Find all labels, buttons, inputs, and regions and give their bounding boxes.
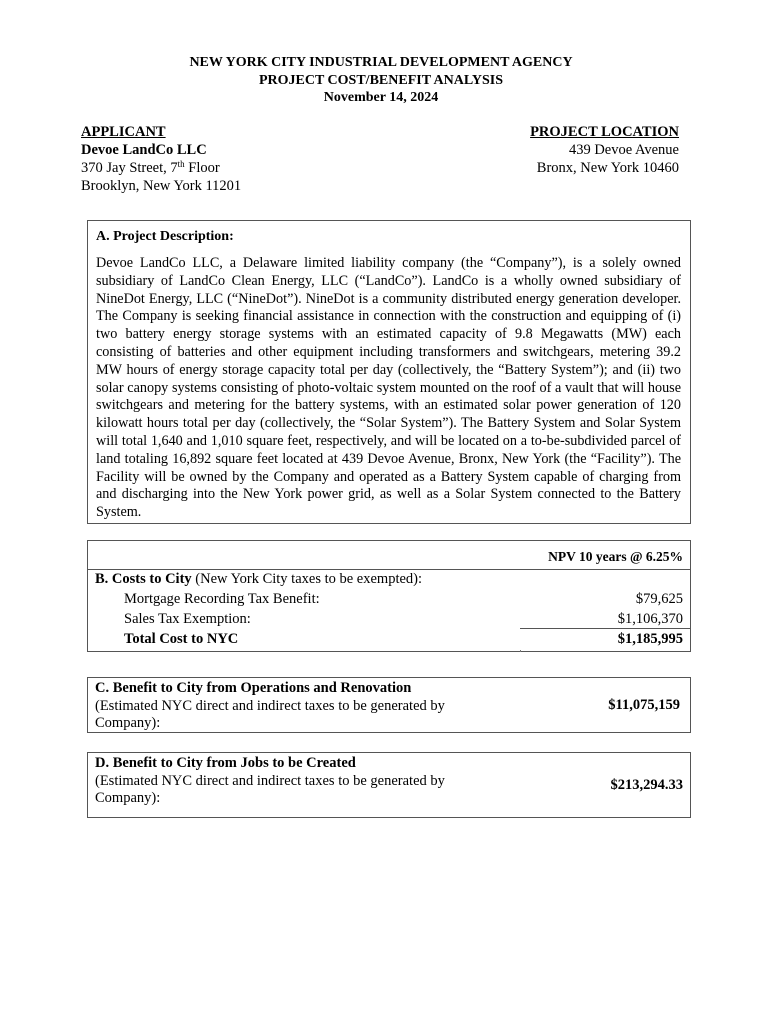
column-tick: [520, 650, 521, 652]
location-city: Bronx, New York 10460: [536, 160, 679, 176]
location-street: 439 Devoe Avenue: [568, 142, 679, 158]
applicant-name: Devoe LandCo LLC: [81, 142, 207, 158]
section-c-title: C. Benefit to City from Operations and Renovation: [95, 680, 412, 696]
cost-row-label: Mortgage Recording Tax Benefit:: [124, 591, 320, 607]
document-header: [0, 54, 762, 107]
total-cost-value: $1,185,995: [617, 631, 683, 647]
section-a-title: A. Project Description:: [96, 229, 234, 244]
section-c-amount: $11,075,159: [608, 697, 680, 713]
applicant-street-sup: th: [177, 159, 185, 169]
section-d-amount: $213,294.33: [610, 777, 683, 793]
applicant-street: [81, 159, 241, 177]
section-b-title: [95, 570, 422, 588]
document-title: PROJECT COST/BENEFIT ANALYSIS: [258, 72, 504, 88]
agency-name: NEW YORK CITY INDUSTRIAL DEVELOPMENT AGENCY: [189, 55, 573, 70]
total-cost-label: Total Cost to NYC: [124, 631, 239, 647]
benefit-jobs-box: [87, 752, 691, 818]
applicant-street-prefix: 370 Jay Street, 7: [81, 160, 178, 176]
section-b-title-rest: (New York City taxes to be exempted):: [191, 571, 423, 587]
applicant-block: [81, 123, 241, 195]
document-date: November 14, 2024: [323, 90, 439, 105]
section-d-title: D. Benefit to City from Jobs to be Created: [95, 755, 356, 771]
applicant-street-suffix: Floor: [184, 160, 220, 176]
section-c-subtitle: (Estimated NYC direct and indirect taxes to be generated by Company):: [95, 697, 445, 731]
applicant-heading: APPLICANT: [81, 124, 166, 140]
applicant-city: Brooklyn, New York 11201: [81, 178, 242, 194]
project-description-box: [87, 220, 691, 524]
cost-row-value: $1,106,370: [617, 611, 683, 627]
location-heading: PROJECT LOCATION: [530, 124, 679, 140]
cost-row-value: $79,625: [635, 591, 683, 607]
costs-to-city-box: [87, 540, 691, 652]
cost-row-label: Sales Tax Exemption:: [124, 611, 251, 627]
benefit-operations-box: [87, 677, 691, 733]
section-b-title-bold: B. Costs to City: [95, 571, 192, 587]
project-description-text: Devoe LandCo LLC, a Delaware limited liability company (the “Company”), is a solely owned subsidiary of LandCo Clean Energy, LLC (“LandCo”). LandCo is a wholly owned subsidiary of NineDot Energy, LLC (“NineDot”). NineDot is a community distributed energy generation developer. The Company is seeking financial assistance in connection with the construction and equipping of (i) two battery energy storage systems with an estimated capacity of 9.8 Megawatts (MW) each consisting of batteries and other equipment including transformers and switchgears, metering 39.2 MW hours of energy storage capacity total per day (collectively, the “Battery System”); and (ii) two solar canopy systems consisting of photo-voltaic system mounted on the roof of a vault that will house switchgears and metering for the battery systems, with an estimated solar power generation of 120 kilowatt hours total per day (collectively, the “Solar System”). The Battery System and Solar System will total 1,640 and 1,010 square feet, respectively, and will be located on a to-be-subdivided parcel of land totaling 16,892 square feet located at 439 Devoe Avenue, Bronx, New York (the “Facility”). The Facility will be owned by the Company and operated as a Battery System capable of charging from and discharging into the New York power grid, as well as a Solar System connected to the Battery System.: [96, 255, 681, 521]
total-divider-line: [520, 628, 690, 629]
section-d-subtitle: (Estimated NYC direct and indirect taxes to be generated by Company):: [95, 772, 445, 806]
location-block: [530, 123, 679, 177]
npv-column-header: NPV 10 years @ 6.25%: [548, 549, 683, 564]
